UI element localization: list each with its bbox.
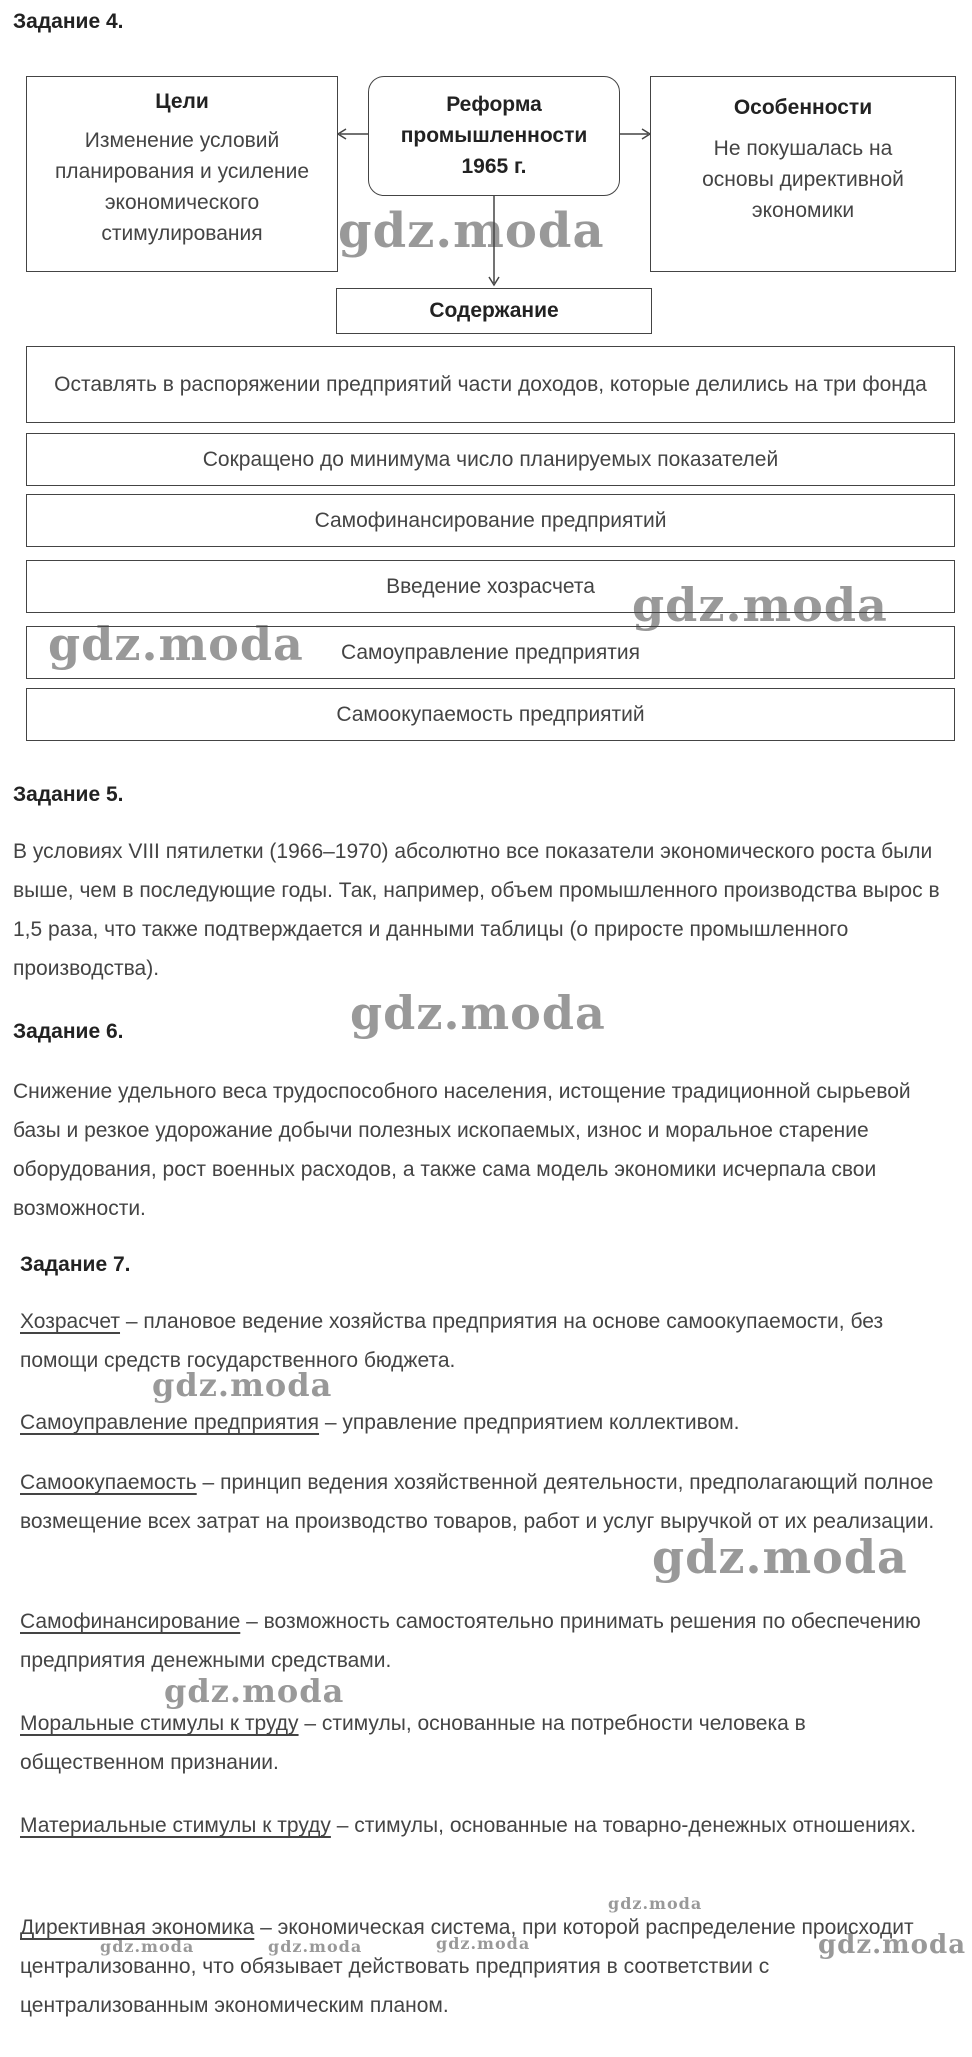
term-entry (20, 1806, 950, 1845)
term-definition: – принцип ведения хозяйственной деятельности, предполагающий полное возмещение всех затрат на производство товаров, работ и услуг выручкой от их реализации. (20, 1471, 935, 1533)
goals-title: Цели (155, 90, 209, 113)
term-label: Самоокупаемость (20, 1471, 197, 1494)
watermark: gdz.moda (268, 1937, 363, 1956)
content-title: Содержание (429, 299, 559, 322)
term-entry (20, 1403, 950, 1442)
goals-box (26, 76, 338, 272)
content-title-box (336, 288, 652, 334)
term-definition: – возможность самостоятельно принимать решения по обеспечению предприятия денежными средствами. (20, 1610, 921, 1672)
task7-heading: Задание 7. (20, 1253, 131, 1276)
content-item: Оставлять в распоряжении предприятий части доходов, которые делились на три фонда (26, 346, 955, 423)
watermark: gdz.moda (652, 1530, 908, 1584)
term-definition: – экономическая система, при которой распределение происходит централизованно, что обязывает действовать предприятия в соответствии с централизованным экономическим планом. (20, 1916, 914, 2017)
term-definition: – стимулы, основанные на потребности человека в общественном признании. (20, 1712, 806, 1774)
term-label: Моральные стимулы к труду (20, 1712, 299, 1735)
term-label: Самоуправление предприятия (20, 1411, 320, 1434)
center-line-1: Реформа (446, 93, 542, 116)
term-label: Самофинансирование (20, 1610, 241, 1633)
term-entry (20, 1704, 950, 1782)
features-title: Особенности (733, 96, 873, 119)
watermark: gdz.moda (350, 986, 606, 1040)
term-entry (20, 1602, 950, 1680)
center-line-2: промышленности (400, 124, 588, 147)
watermark: gdz.moda (338, 203, 605, 259)
task5-text: В условиях VIII пятилетки (1966–1970) абсолютно все показатели экономического роста были выше, чем в последующие годы. Так, например, объем промышленного производства вырос в 1,5 раза, что также подтверждается и данными таблицы (о приросте промышленного производства). (13, 840, 940, 980)
task6-text: Снижение удельного веса трудоспособного населения, истощение традиционной сырьевой базы и резкое удорожание добычи полезных ископаемых, износ и моральное старение оборудования, рост военных расходов, а также сама модель экономики исчерпала свои возможности. (13, 1080, 911, 1220)
content-item: Самоуправление предприятия (26, 626, 955, 679)
center-line-3: 1965 г. (461, 155, 527, 178)
content-item: Самофинансирование предприятий (26, 494, 955, 547)
content-item: Самоокупаемость предприятий (26, 688, 955, 741)
term-entry (20, 1908, 950, 2025)
term-definition: – плановое ведение хозяйства предприятия на основе самоокупаемости, без помощи средств государственного бюджета. (20, 1310, 884, 1372)
term-definition: – управление предприятием коллективом. (319, 1411, 740, 1434)
watermark: gdz.moda (436, 1934, 531, 1953)
term-definition: – стимулы, основанные на товарно-денежных отношениях. (330, 1814, 917, 1837)
term-label: Материальные стимулы к труду (20, 1814, 331, 1837)
content-item: Сокращено до минимума число планируемых показателей (26, 433, 955, 486)
task4-heading: Задание 4. (13, 10, 124, 33)
watermark: gdz.moda (608, 1894, 703, 1913)
watermark: gdz.moda (100, 1937, 195, 1956)
content-item: Введение хозрасчета (26, 560, 955, 613)
task5-heading: Задание 5. (13, 783, 124, 806)
watermark: gdz.moda (818, 1930, 967, 1960)
watermark: gdz.moda (164, 1672, 345, 1710)
goals-text: Изменение условий планирования и усиление экономического стимулирования (54, 129, 310, 245)
watermark: gdz.moda (632, 578, 888, 632)
features-box (650, 76, 956, 272)
term-label: Директивная экономика (20, 1916, 255, 1939)
task6-heading: Задание 6. (13, 1020, 124, 1043)
reform-center-box (368, 76, 620, 196)
features-text: Не покушалась на основы директивной экономики (702, 137, 904, 222)
watermark: gdz.moda (48, 617, 304, 671)
watermark: gdz.moda (152, 1366, 333, 1404)
term-label: Хозрасчет (20, 1310, 121, 1333)
